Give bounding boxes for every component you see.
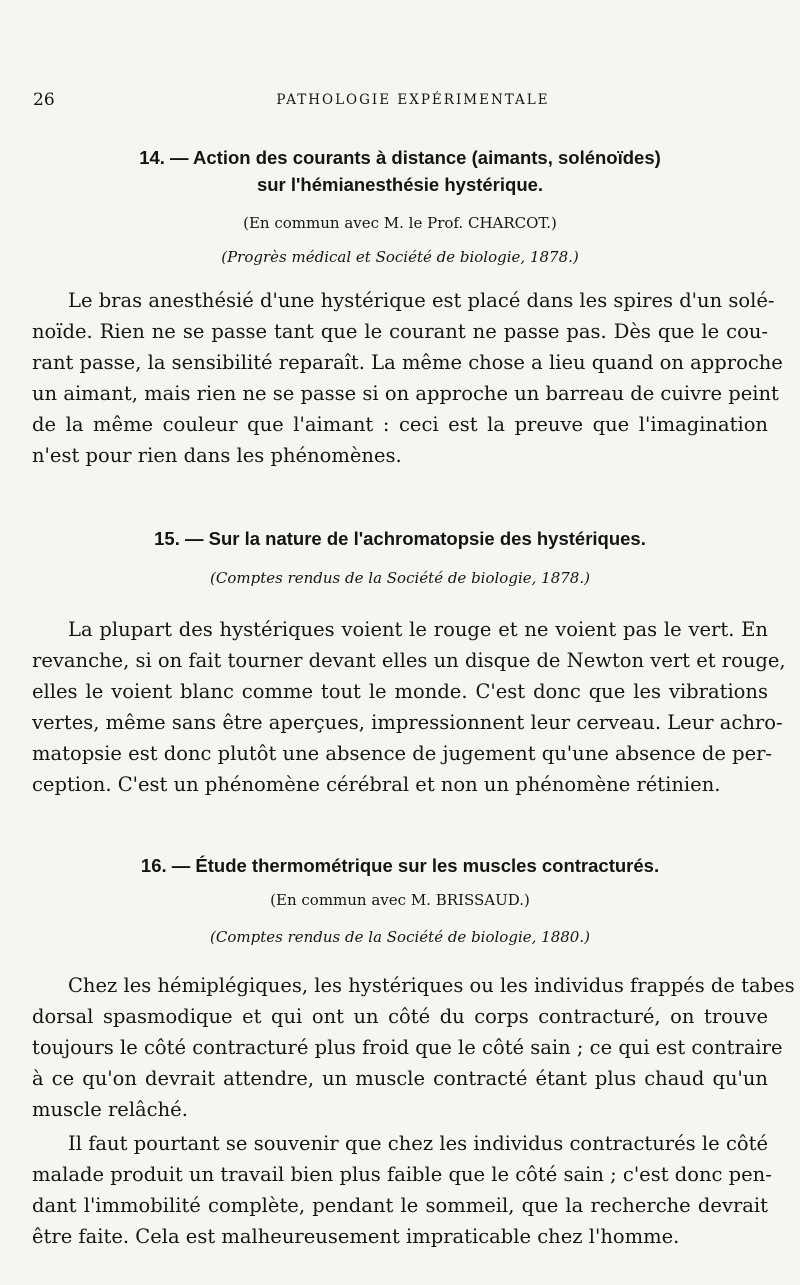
section-15-title (40, 525, 760, 552)
text-line: Le bras anesthésié d'une hystérique est placé dans les spires d'un solé- (68, 289, 775, 312)
section-14-title (40, 144, 760, 198)
section-15-paragraph (32, 614, 786, 800)
text-line: dant l'immobilité complète, pendant le sommeil, que la recherche devrait (32, 1194, 768, 1217)
section-title-line: 16. — Étude thermométrique sur les muscles contracturés. (140, 855, 660, 876)
running-head: PATHOLOGIE EXPÉRIMENTALE (276, 92, 550, 108)
text-line: un aimant, mais rien ne se passe si on approche un barreau de cuivre peint (32, 382, 779, 405)
section-16-collaboration: (En commun avec M. BRISSAUD.) (270, 891, 530, 909)
page-header (33, 90, 773, 112)
text-line: matopsie est donc plutôt une absence de jugement qu'une absence de per- (32, 742, 773, 765)
text-line: muscle relâché. (32, 1098, 188, 1121)
text-line: Chez les hémiplégiques, les hystériques ou les individus frappés de tabes (68, 974, 795, 997)
text-line: noïde. Rien ne se passe tant que le courant ne passe pas. Dès que le cou- (32, 320, 768, 343)
section-16-paragraph-1 (32, 970, 795, 1125)
text-line: malade produit un travail bien plus faible que le côté sain ; c'est donc pen- (32, 1163, 772, 1186)
text-line: n'est pour rien dans les phénomènes. (32, 444, 402, 467)
section-title-line: sur l'hémianesthésie hystérique. (256, 174, 544, 195)
section-title-line: 15. — Sur la nature de l'achromatopsie des hystériques. (154, 528, 646, 549)
section-14-paragraph (32, 285, 783, 471)
text-line: être faite. Cela est malheureusement impraticable chez l'homme. (32, 1225, 680, 1248)
section-14-source: (Progrès médical et Société de biologie, 1878.) (221, 248, 579, 266)
text-line: de la même couleur que l'aimant : ceci est la preuve que l'imagination (32, 413, 768, 436)
section-16-paragraph-2 (32, 1128, 772, 1252)
text-line: vertes, même sans être aperçues, impressionnent leur cerveau. Leur achro- (32, 711, 783, 734)
section-15-source: (Comptes rendus de la Société de biologie, 1878.) (210, 569, 590, 587)
text-line: dorsal spasmodique et qui ont un côté du corps contracturé, on trouve (32, 1005, 768, 1028)
section-title-line: 14. — Action des courants à distance (aimants, solénoïdes) (139, 147, 661, 168)
section-14-collaboration: (En commun avec M. le Prof. CHARCOT.) (243, 214, 557, 232)
text-line: La plupart des hystériques voient le rouge et ne voient pas le vert. En (68, 618, 768, 641)
text-line: elles le voient blanc comme tout le monde. C'est donc que les vibrations (32, 680, 768, 703)
text-line: ception. C'est un phénomène cérébral et non un phénomène rétinien. (32, 773, 721, 796)
section-16-title (40, 852, 760, 879)
text-line: Il faut pourtant se souvenir que chez les individus contracturés le côté (68, 1132, 768, 1155)
text-line: toujours le côté contracturé plus froid que le côté sain ; ce qui est contraire (32, 1036, 783, 1059)
section-16-source: (Comptes rendus de la Société de biologie, 1880.) (210, 928, 590, 946)
text-line: rant passe, la sensibilité reparaît. La même chose a lieu quand on approche (32, 351, 783, 374)
text-line: à ce qu'on devrait attendre, un muscle contracté étant plus chaud qu'un (32, 1067, 768, 1090)
text-line: revanche, si on fait tourner devant elles un disque de Newton vert et rouge, (32, 649, 786, 672)
page-number: 26 (33, 90, 55, 110)
